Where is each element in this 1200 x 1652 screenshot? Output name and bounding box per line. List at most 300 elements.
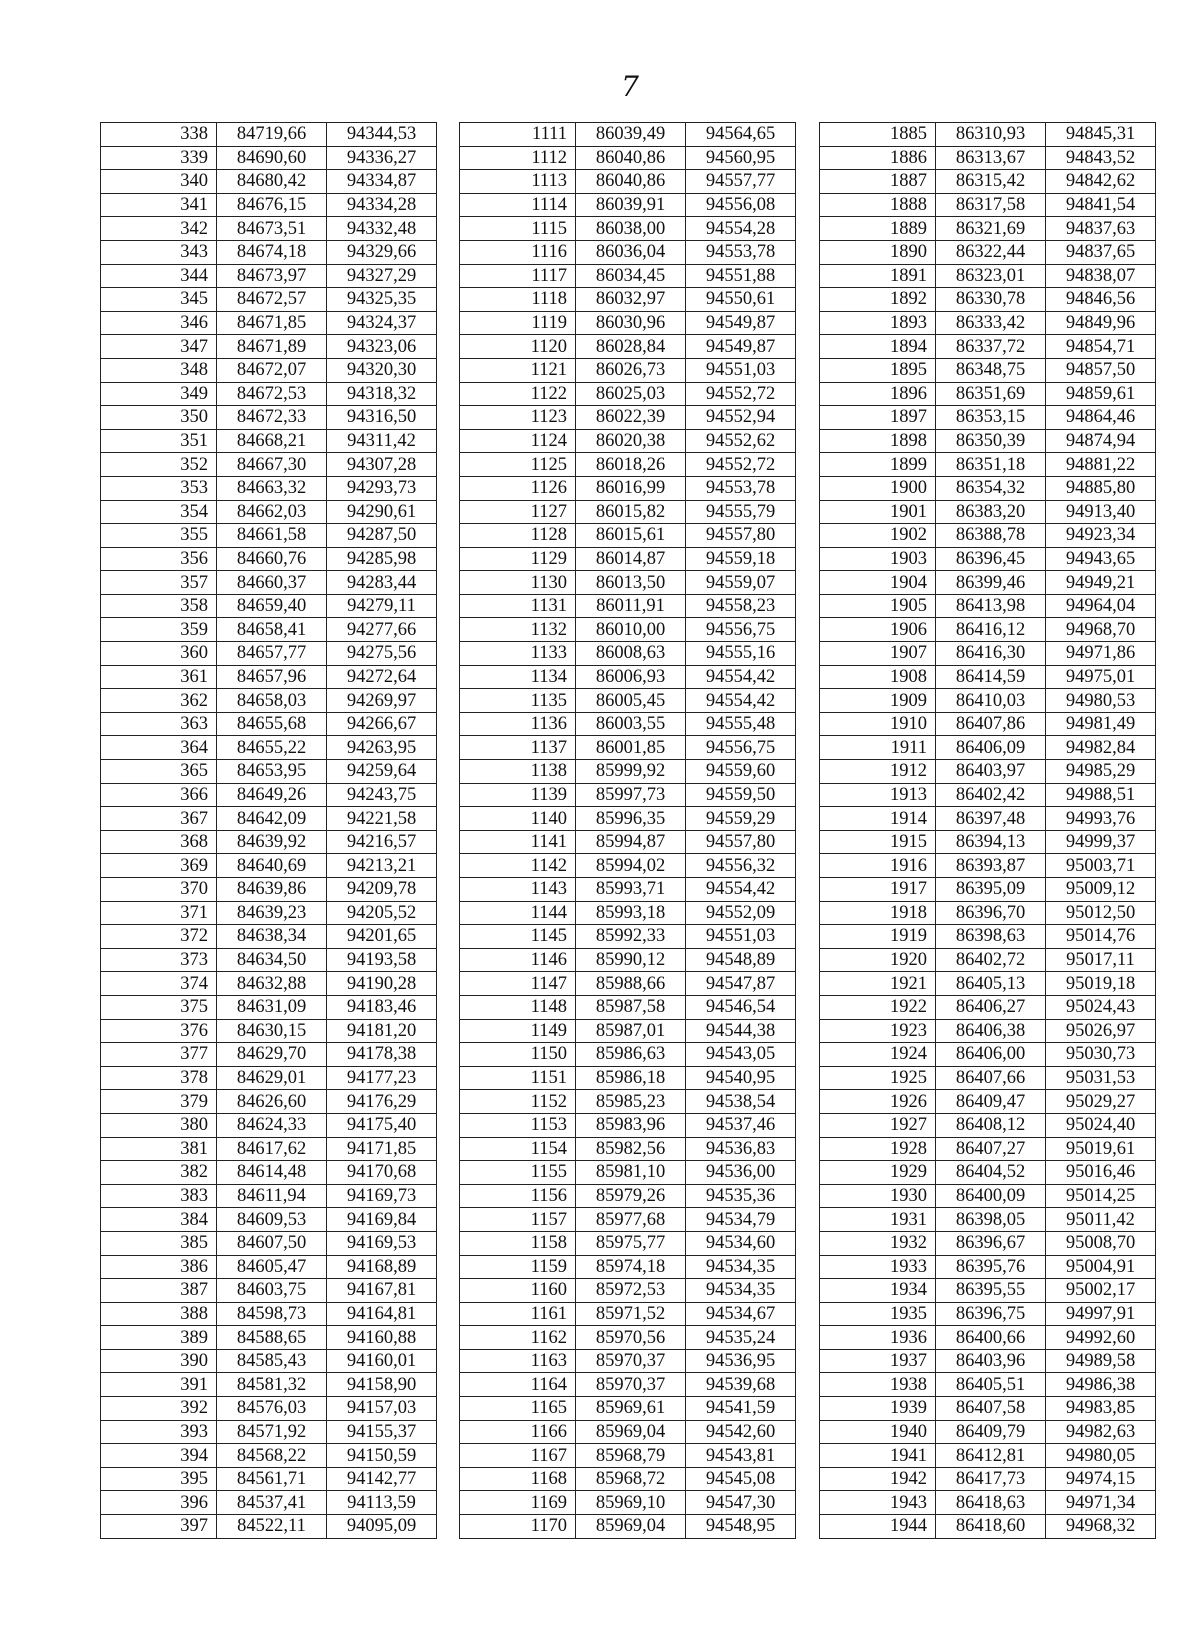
y-coordinate-cell: 94555,79 [686,500,796,524]
x-coordinate-cell: 85969,61 [576,1397,686,1421]
y-coordinate-cell: 94913,40 [1046,500,1156,524]
y-coordinate-cell: 94535,36 [686,1184,796,1208]
table-row [460,406,796,430]
y-coordinate-cell: 94553,78 [686,476,796,500]
point-number-cell: 1897 [820,406,936,430]
x-coordinate-cell: 84672,07 [217,358,327,382]
point-number-cell: 1169 [460,1491,576,1515]
table-row [101,170,437,194]
point-number-cell: 386 [101,1255,217,1279]
x-coordinate-cell: 86038,00 [576,217,686,241]
table-row [820,1043,1156,1067]
y-coordinate-cell: 94981,49 [1046,712,1156,736]
point-number-cell: 1117 [460,264,576,288]
point-number-cell: 341 [101,193,217,217]
y-coordinate-cell: 94556,32 [686,854,796,878]
table-row [820,571,1156,595]
point-number-cell: 1153 [460,1113,576,1137]
point-number-cell: 1920 [820,948,936,972]
table-row [460,1373,796,1397]
x-coordinate-cell: 86353,15 [936,406,1046,430]
table-row [820,878,1156,902]
x-coordinate-cell: 85986,63 [576,1043,686,1067]
table-row [820,760,1156,784]
y-coordinate-cell: 94554,42 [686,665,796,689]
point-number-cell: 1933 [820,1255,936,1279]
y-coordinate-cell: 95012,50 [1046,901,1156,925]
y-coordinate-cell: 94551,03 [686,358,796,382]
table-row [460,476,796,500]
y-coordinate-cell: 94557,80 [686,524,796,548]
x-coordinate-cell: 86015,61 [576,524,686,548]
y-coordinate-cell: 94279,11 [327,594,437,618]
x-coordinate-cell: 86407,86 [936,712,1046,736]
table-row [101,830,437,854]
point-number-cell: 339 [101,146,217,170]
x-coordinate-cell: 86011,91 [576,594,686,618]
table-row [460,1467,796,1491]
y-coordinate-cell: 94551,88 [686,264,796,288]
y-coordinate-cell: 94968,32 [1046,1515,1156,1539]
y-coordinate-cell: 95014,76 [1046,925,1156,949]
x-coordinate-cell: 86400,66 [936,1326,1046,1350]
x-coordinate-cell: 86396,75 [936,1302,1046,1326]
x-coordinate-cell: 86393,87 [936,854,1046,878]
table-row [101,1515,437,1539]
point-number-cell: 1908 [820,665,936,689]
x-coordinate-cell: 84605,47 [217,1255,327,1279]
y-coordinate-cell: 94259,64 [327,760,437,784]
point-number-cell: 1905 [820,594,936,618]
x-coordinate-cell: 84607,50 [217,1231,327,1255]
y-coordinate-cell: 94982,84 [1046,736,1156,760]
point-number-cell: 391 [101,1373,217,1397]
table-row [460,760,796,784]
point-number-cell: 1114 [460,193,576,217]
table-row [101,311,437,335]
x-coordinate-cell: 86396,45 [936,547,1046,571]
y-coordinate-cell: 94993,76 [1046,807,1156,831]
table-row [820,240,1156,264]
point-number-cell: 1123 [460,406,576,430]
x-coordinate-cell: 86414,59 [936,665,1046,689]
y-coordinate-cell: 95016,46 [1046,1161,1156,1185]
table-row [101,736,437,760]
x-coordinate-cell: 86406,27 [936,995,1046,1019]
table-row [101,524,437,548]
point-number-cell: 1901 [820,500,936,524]
point-number-cell: 1119 [460,311,576,335]
table-row [101,854,437,878]
x-coordinate-cell: 86406,09 [936,736,1046,760]
table-row [101,1444,437,1468]
point-number-cell: 1896 [820,382,936,406]
point-number-cell: 1919 [820,925,936,949]
point-number-cell: 350 [101,406,217,430]
x-coordinate-cell: 84649,26 [217,783,327,807]
x-coordinate-cell: 86407,58 [936,1397,1046,1421]
y-coordinate-cell: 94269,97 [327,689,437,713]
x-coordinate-cell: 85974,18 [576,1255,686,1279]
point-number-cell: 370 [101,878,217,902]
y-coordinate-cell: 95002,17 [1046,1279,1156,1303]
y-coordinate-cell: 95024,43 [1046,995,1156,1019]
y-coordinate-cell: 94344,53 [327,123,437,147]
y-coordinate-cell: 94885,80 [1046,476,1156,500]
y-coordinate-cell: 94535,24 [686,1326,796,1350]
y-coordinate-cell: 94150,59 [327,1444,437,1468]
table-row [820,948,1156,972]
y-coordinate-cell: 95014,25 [1046,1184,1156,1208]
point-number-cell: 340 [101,170,217,194]
table-row [101,1019,437,1043]
x-coordinate-cell: 86014,87 [576,547,686,571]
y-coordinate-cell: 94266,67 [327,712,437,736]
x-coordinate-cell: 86310,93 [936,123,1046,147]
y-coordinate-cell: 94842,62 [1046,170,1156,194]
table-row [101,335,437,359]
point-number-cell: 1130 [460,571,576,595]
point-number-cell: 360 [101,642,217,666]
y-coordinate-cell: 94549,87 [686,335,796,359]
table-row [460,1255,796,1279]
table-row [101,1090,437,1114]
x-coordinate-cell: 86030,96 [576,311,686,335]
y-coordinate-cell: 95008,70 [1046,1231,1156,1255]
x-coordinate-cell: 86350,39 [936,429,1046,453]
point-number-cell: 1142 [460,854,576,878]
x-coordinate-cell: 85997,73 [576,783,686,807]
y-coordinate-cell: 94552,72 [686,382,796,406]
y-coordinate-cell: 94536,00 [686,1161,796,1185]
point-number-cell: 375 [101,995,217,1019]
y-coordinate-cell: 94293,73 [327,476,437,500]
y-coordinate-cell: 94160,88 [327,1326,437,1350]
point-number-cell: 1923 [820,1019,936,1043]
table-row [101,1326,437,1350]
y-coordinate-cell: 94975,01 [1046,665,1156,689]
point-number-cell: 1926 [820,1090,936,1114]
y-coordinate-cell: 94997,91 [1046,1302,1156,1326]
table-row [820,1066,1156,1090]
point-number-cell: 382 [101,1161,217,1185]
x-coordinate-cell: 84672,53 [217,382,327,406]
point-number-cell: 1148 [460,995,576,1019]
point-number-cell: 1152 [460,1090,576,1114]
point-number-cell: 1167 [460,1444,576,1468]
table-row [460,665,796,689]
x-coordinate-cell: 84690,60 [217,146,327,170]
y-coordinate-cell: 94164,81 [327,1302,437,1326]
y-coordinate-cell: 94542,60 [686,1420,796,1444]
table-row [460,1397,796,1421]
x-coordinate-cell: 85986,18 [576,1066,686,1090]
table-row [101,1137,437,1161]
point-number-cell: 1136 [460,712,576,736]
y-coordinate-cell: 94160,01 [327,1349,437,1373]
table-row [101,429,437,453]
table-row [820,1302,1156,1326]
y-coordinate-cell: 94536,95 [686,1349,796,1373]
x-coordinate-cell: 86413,98 [936,594,1046,618]
point-number-cell: 1154 [460,1137,576,1161]
point-number-cell: 1922 [820,995,936,1019]
x-coordinate-cell: 86416,30 [936,642,1046,666]
point-number-cell: 392 [101,1397,217,1421]
x-coordinate-cell: 84632,88 [217,972,327,996]
x-coordinate-cell: 84642,09 [217,807,327,831]
table-row [460,925,796,949]
y-coordinate-cell: 94837,63 [1046,217,1156,241]
table-row [820,335,1156,359]
point-number-cell: 1146 [460,948,576,972]
point-number-cell: 1898 [820,429,936,453]
table-row [460,878,796,902]
x-coordinate-cell: 84631,09 [217,995,327,1019]
table-row [460,453,796,477]
x-coordinate-cell: 86003,55 [576,712,686,736]
y-coordinate-cell: 94534,35 [686,1279,796,1303]
y-coordinate-cell: 94985,29 [1046,760,1156,784]
y-coordinate-cell: 94095,09 [327,1515,437,1539]
point-number-cell: 1904 [820,571,936,595]
point-number-cell: 1122 [460,382,576,406]
point-number-cell: 373 [101,948,217,972]
table-row [101,594,437,618]
point-number-cell: 1931 [820,1208,936,1232]
point-number-cell: 1158 [460,1231,576,1255]
point-number-cell: 345 [101,288,217,312]
x-coordinate-cell: 85996,35 [576,807,686,831]
y-coordinate-cell: 94988,51 [1046,783,1156,807]
table-row [460,995,796,1019]
point-number-cell: 361 [101,665,217,689]
point-number-cell: 1914 [820,807,936,831]
point-number-cell: 384 [101,1208,217,1232]
table-row [460,1019,796,1043]
x-coordinate-cell: 84617,62 [217,1137,327,1161]
x-coordinate-cell: 86354,32 [936,476,1046,500]
y-coordinate-cell: 94547,87 [686,972,796,996]
y-coordinate-cell: 94558,23 [686,594,796,618]
x-coordinate-cell: 85968,79 [576,1444,686,1468]
table-row [820,1090,1156,1114]
x-coordinate-cell: 84674,18 [217,240,327,264]
y-coordinate-cell: 94275,56 [327,642,437,666]
x-coordinate-cell: 86315,42 [936,170,1046,194]
point-number-cell: 343 [101,240,217,264]
table-row [820,288,1156,312]
table-row [820,1184,1156,1208]
x-coordinate-cell: 85988,66 [576,972,686,996]
point-number-cell: 1944 [820,1515,936,1539]
point-number-cell: 344 [101,264,217,288]
table-row [101,972,437,996]
table-row [820,736,1156,760]
table-row [820,453,1156,477]
point-number-cell: 1902 [820,524,936,548]
y-coordinate-cell: 94849,96 [1046,311,1156,335]
y-coordinate-cell: 94974,15 [1046,1467,1156,1491]
x-coordinate-cell: 84640,69 [217,854,327,878]
y-coordinate-cell: 94554,42 [686,689,796,713]
x-coordinate-cell: 86032,97 [576,288,686,312]
table-row [820,712,1156,736]
y-coordinate-cell: 94545,08 [686,1467,796,1491]
x-coordinate-cell: 84671,85 [217,311,327,335]
x-coordinate-cell: 86402,42 [936,783,1046,807]
table-row [460,429,796,453]
y-coordinate-cell: 94557,77 [686,170,796,194]
table-row [820,1255,1156,1279]
point-number-cell: 1895 [820,358,936,382]
y-coordinate-cell: 94864,46 [1046,406,1156,430]
point-number-cell: 1155 [460,1161,576,1185]
y-coordinate-cell: 94874,94 [1046,429,1156,453]
x-coordinate-cell: 86383,20 [936,500,1046,524]
y-coordinate-cell: 94283,44 [327,571,437,595]
point-number-cell: 376 [101,1019,217,1043]
point-number-cell: 352 [101,453,217,477]
x-coordinate-cell: 84598,73 [217,1302,327,1326]
x-coordinate-cell: 85969,04 [576,1420,686,1444]
y-coordinate-cell: 94543,05 [686,1043,796,1067]
table-row [101,358,437,382]
y-coordinate-cell: 94559,18 [686,547,796,571]
x-coordinate-cell: 86040,86 [576,170,686,194]
point-number-cell: 366 [101,783,217,807]
table-row [820,170,1156,194]
point-number-cell: 349 [101,382,217,406]
table-row [101,453,437,477]
x-coordinate-cell: 84671,89 [217,335,327,359]
x-coordinate-cell: 84658,03 [217,689,327,713]
y-coordinate-cell: 94325,35 [327,288,437,312]
y-coordinate-cell: 94324,37 [327,311,437,335]
table-row [101,1302,437,1326]
y-coordinate-cell: 94553,78 [686,240,796,264]
table-row [460,1491,796,1515]
point-number-cell: 1909 [820,689,936,713]
table-row [820,783,1156,807]
table-row [460,1279,796,1303]
point-number-cell: 1928 [820,1137,936,1161]
x-coordinate-cell: 84680,42 [217,170,327,194]
table-row [460,618,796,642]
table-row [820,311,1156,335]
x-coordinate-cell: 84571,92 [217,1420,327,1444]
point-number-cell: 1118 [460,288,576,312]
x-coordinate-cell: 86407,27 [936,1137,1046,1161]
table-row [460,1515,796,1539]
table-row [820,972,1156,996]
x-coordinate-cell: 84603,75 [217,1279,327,1303]
y-coordinate-cell: 94169,53 [327,1231,437,1255]
point-number-cell: 1890 [820,240,936,264]
point-number-cell: 365 [101,760,217,784]
y-coordinate-cell: 95017,11 [1046,948,1156,972]
x-coordinate-cell: 86330,78 [936,288,1046,312]
point-number-cell: 1151 [460,1066,576,1090]
table-row [101,948,437,972]
point-number-cell: 390 [101,1349,217,1373]
table-row [101,995,437,1019]
y-coordinate-cell: 95011,42 [1046,1208,1156,1232]
x-coordinate-cell: 86396,70 [936,901,1046,925]
table-row [101,1397,437,1421]
y-coordinate-cell: 94554,28 [686,217,796,241]
x-coordinate-cell: 86333,42 [936,311,1046,335]
x-coordinate-cell: 84673,97 [217,264,327,288]
x-coordinate-cell: 86039,49 [576,123,686,147]
point-number-cell: 1935 [820,1302,936,1326]
x-coordinate-cell: 86396,67 [936,1231,1046,1255]
point-number-cell: 359 [101,618,217,642]
table-row [460,571,796,595]
point-number-cell: 1932 [820,1231,936,1255]
table-row [820,500,1156,524]
x-coordinate-cell: 86400,09 [936,1184,1046,1208]
y-coordinate-cell: 94999,37 [1046,830,1156,854]
point-number-cell: 1170 [460,1515,576,1539]
point-number-cell: 1137 [460,736,576,760]
point-number-cell: 1892 [820,288,936,312]
x-coordinate-cell: 84655,68 [217,712,327,736]
table-row [101,1161,437,1185]
x-coordinate-cell: 86412,81 [936,1444,1046,1468]
table-row [820,1019,1156,1043]
table-row [460,1184,796,1208]
x-coordinate-cell: 86016,99 [576,476,686,500]
y-coordinate-cell: 94538,54 [686,1090,796,1114]
x-coordinate-cell: 86034,45 [576,264,686,288]
table-row [460,170,796,194]
table-row [460,1302,796,1326]
x-coordinate-cell: 84663,32 [217,476,327,500]
y-coordinate-cell: 94854,71 [1046,335,1156,359]
y-coordinate-cell: 94158,90 [327,1373,437,1397]
x-coordinate-cell: 84659,40 [217,594,327,618]
x-coordinate-cell: 86418,60 [936,1515,1046,1539]
x-coordinate-cell: 86337,72 [936,335,1046,359]
y-coordinate-cell: 94881,22 [1046,453,1156,477]
coordinate-table-3 [819,122,1156,1539]
x-coordinate-cell: 86028,84 [576,335,686,359]
y-coordinate-cell: 94859,61 [1046,382,1156,406]
table-row [820,1397,1156,1421]
x-coordinate-cell: 86321,69 [936,217,1046,241]
x-coordinate-cell: 86395,09 [936,878,1046,902]
point-number-cell: 1918 [820,901,936,925]
point-number-cell: 364 [101,736,217,760]
point-number-cell: 353 [101,476,217,500]
x-coordinate-cell: 86040,86 [576,146,686,170]
table-row [101,1349,437,1373]
point-number-cell: 1889 [820,217,936,241]
table-row [101,217,437,241]
table-row [820,594,1156,618]
x-coordinate-cell: 86026,73 [576,358,686,382]
table-row [101,1184,437,1208]
y-coordinate-cell: 94169,73 [327,1184,437,1208]
y-coordinate-cell: 95029,27 [1046,1090,1156,1114]
table-row [460,1137,796,1161]
table-row [820,123,1156,147]
point-number-cell: 395 [101,1467,217,1491]
point-number-cell: 1900 [820,476,936,500]
table-row [820,382,1156,406]
y-coordinate-cell: 94201,65 [327,925,437,949]
